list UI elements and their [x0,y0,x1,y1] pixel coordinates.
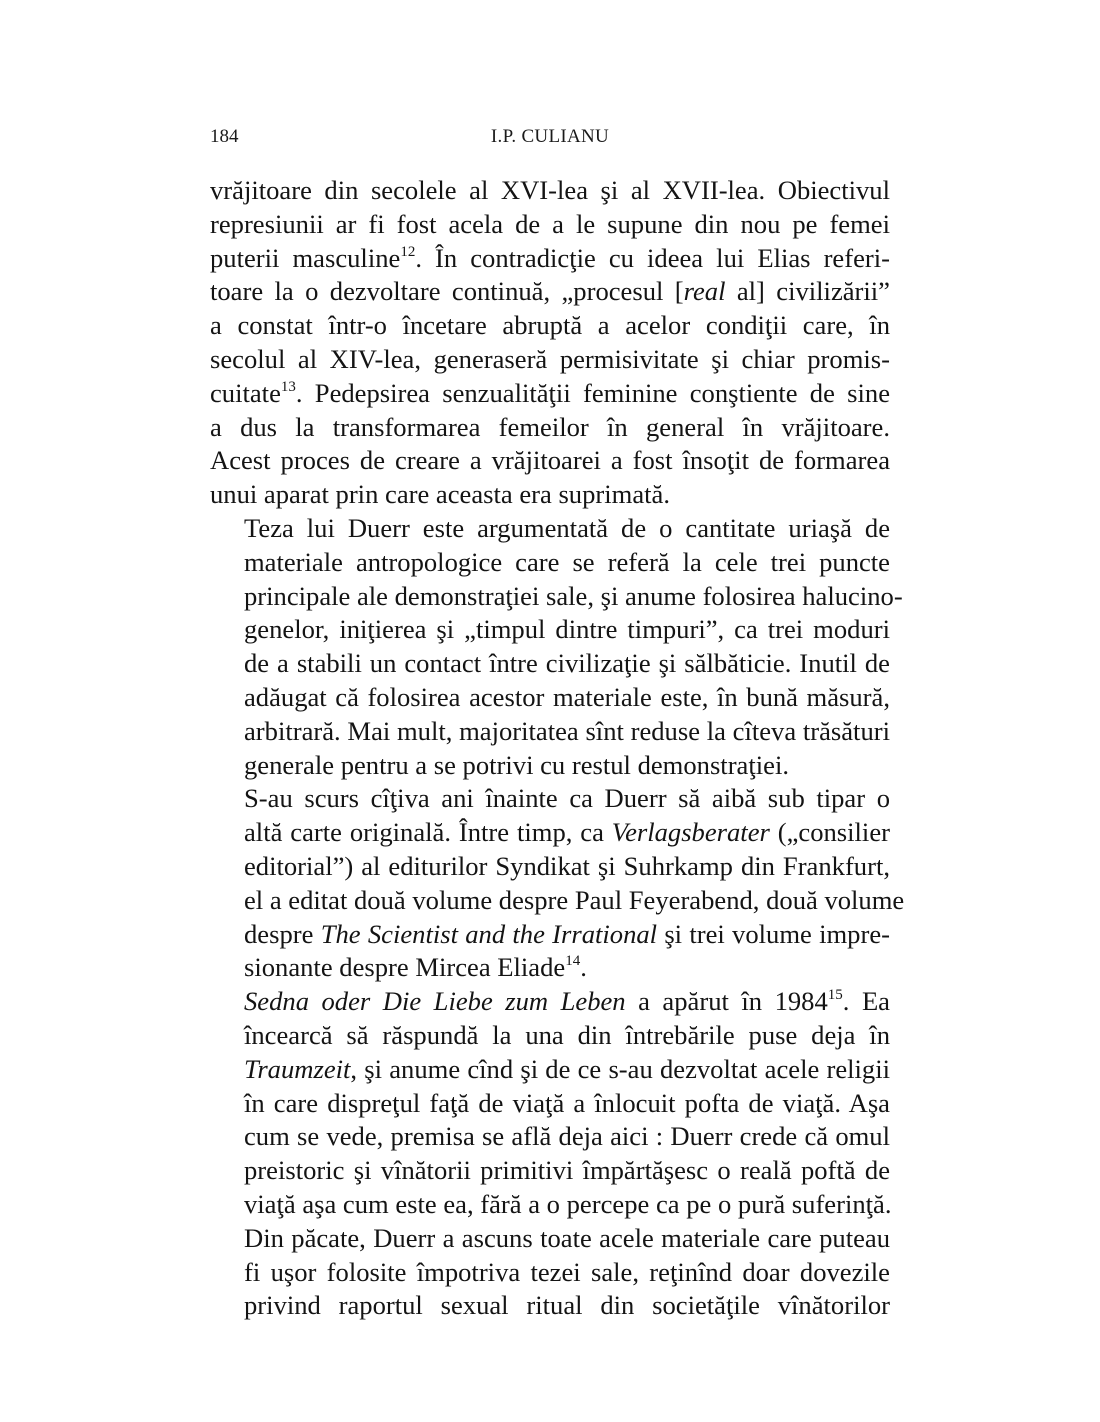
text-line: vrăjitoare din secolele al XVI-lea şi al XVII-lea. Obiectivul [210,175,890,205]
text-line: Din păcate, Duerr a ascuns toate acele materiale care puteau [244,1222,890,1253]
text-line: adăugat că folosirea acestor materiale este, în bună măsură, [244,681,890,712]
footnote-reference: 13 [280,378,296,395]
paragraph [210,782,905,985]
text-line: genelor, iniţierea şi „timpul dintre timpuri”, ca trei moduri [244,614,890,645]
text-line: încearcă să răspundă la una din întrebările puse deja în [244,1019,890,1050]
text-line: preistoric şi vînătorii primitivi împărtăşesc o reală poftă de [244,1155,890,1186]
text-line: el a editat două volume despre Paul Feyerabend, două volume [244,884,905,915]
text-line: toare la o dezvoltare continuă, „procesul [real al] civilizării” [210,276,890,307]
text-line: generale pentru a se potrivi cu restul demonstraţiei. [244,749,789,780]
page-number: 184 [210,126,239,147]
text-line: Acest proces de creare a vrăjitoarei a fost însoţit de formarea [210,445,890,476]
text-line: Teza lui Duerr este argumentată de o cantitate uriaşă de [244,512,890,543]
italic-title: Verlagsberater [611,817,770,848]
text-line: de a stabili un contact între civilizaţie şi sălbăticie. Inutil de [244,648,890,679]
text-line: arbitrară. Mai mult, majoritatea sînt reduse la cîteva trăsături [244,715,890,746]
text-line: secolul al XIV-lea, generaseră permisivitate şi chiar promis- [210,343,890,374]
text-line: despre The Scientist and the Irrational şi trei volume impre- [244,918,890,949]
text-line: editorial”) al editurilor Syndikat şi Suhrkamp din Frankfurt, [244,850,890,881]
text-line: S-au scurs cîţiva ani înainte ca Duerr să aibă sub tipar o [244,783,890,814]
paragraph [210,985,890,1323]
author-header: I.P. CULIANU [490,126,610,147]
italic-title: Traumzeit [244,1053,351,1084]
running-head [210,126,890,150]
text-line: represiunii ar fi fost acela de a le supune din nou pe femei [210,208,890,239]
footnote-reference: 15 [827,987,843,1004]
italic-title: The Scientist and the Irrational [320,918,658,949]
body-text [210,174,905,1323]
text-line: cuitate$^{13}$. Pedepsirea senzualităţii feminine conştiente de sine [210,377,890,408]
text-line: altă carte originală. Între timp, ca Verlagsberater („consilier [244,817,890,848]
text-line: Sedna oder Die Liebe zum Leben a apărut în 1984$^{15}$. Ea [244,986,890,1017]
text-line: viaţă aşa cum este ea, fără a o percepe ca pe o pură suferinţă. [244,1188,892,1219]
text-line: materiale antropologice care se referă la cele trei puncte [244,546,890,577]
text-line: puterii masculine$^{12}$. În contradicţie cu ideea lui Elias referi- [210,242,890,273]
paragraph [210,174,890,512]
text-line: fi uşor folosite împotriva tezei sale, reţinînd doar dovezile [244,1256,890,1287]
footnote-reference: 14 [565,953,581,970]
text-line: a dus la transformarea femeilor în general în vrăjitoare. [210,411,890,442]
text-line: în care dispreţul faţă de viaţă a înlocuit pofta de viaţă. Aşa [244,1087,890,1118]
text-line: privind raportul sexual ritual din societăţile vînătorilor [244,1290,890,1321]
paragraph [210,512,903,782]
text-line: Traumzeit, şi anume cînd şi de ce s-au dezvoltat acele religii [244,1053,890,1084]
text-line: unui aparat prin care aceasta era suprimată. [210,479,670,510]
italic-title: Sedna oder Die Liebe zum Leben [244,986,626,1017]
footnote-reference: 12 [400,243,416,260]
italic-title: real [683,276,726,307]
text-line: sionante despre Mircea Eliade$^{14}$. [244,952,587,983]
text-line: principale ale demonstraţiei sale, şi anume folosirea halucino- [244,580,903,611]
text-line: a constat într-o încetare abruptă a acelor condiţii care, în [210,310,890,341]
text-line: cum se vede, premisa se află deja aici : Duerr crede că omul [244,1121,890,1152]
